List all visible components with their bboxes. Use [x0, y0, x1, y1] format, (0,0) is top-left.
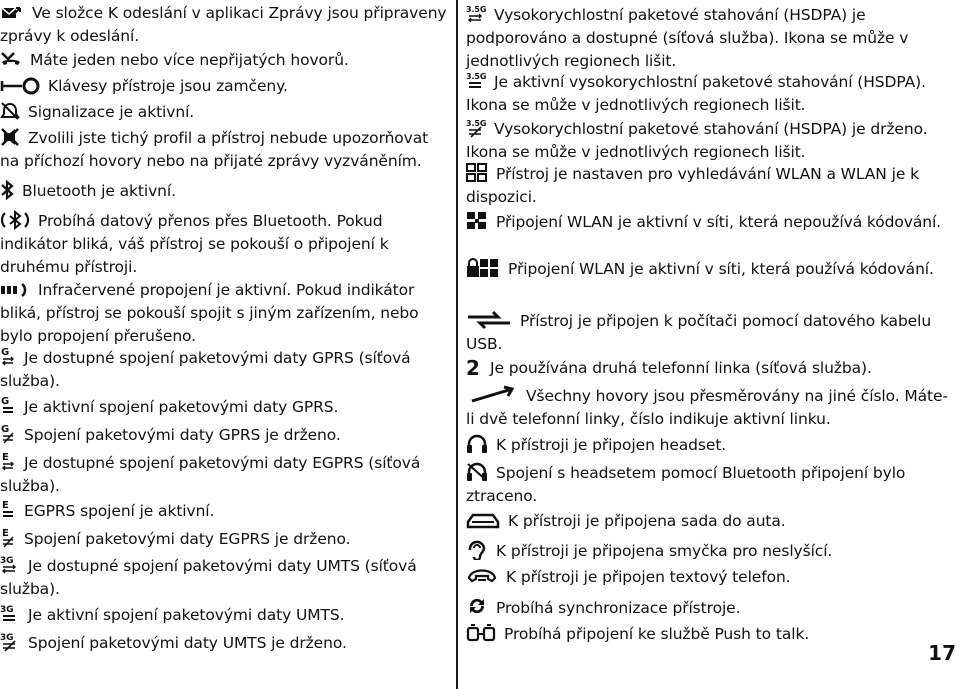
list-item: 3G Je aktivní spojení paketovými daty UMTS.: [0, 602, 452, 627]
list-item: Máte jeden nebo více nepřijatých hovorů.: [0, 49, 452, 72]
bluetooth-icon: [0, 180, 14, 200]
list-item: Připojení WLAN je aktivní v síti, která nepoužívá kódování.: [466, 211, 950, 234]
column-divider: [456, 0, 458, 689]
list-item: Bluetooth je aktivní.: [0, 180, 452, 203]
list-item: G Je aktivní spojení paketovými daty GPRS.: [1, 396, 339, 416]
umts-hold-icon: [0, 630, 20, 652]
car-kit-icon: [466, 510, 500, 530]
svg-text:G: G: [1, 396, 10, 407]
gprs-active-icon: [0, 394, 16, 416]
list-item: Připojení WLAN je aktivní v síti, která používá kódování.: [466, 258, 950, 281]
svg-text:3.5G: 3.5G: [466, 72, 486, 81]
list-item: Ve složce K odeslání v aplikaci Zprávy jsou připraveny zprávy k odeslání.: [0, 4, 447, 45]
list-item: Spojení s headsetem pomocí Bluetooth připojení bylo ztraceno.: [466, 464, 906, 505]
svg-text:3.5G: 3.5G: [466, 119, 486, 128]
list-item: K přístroji je připojena sada do auta.: [466, 510, 950, 533]
list-item: K přístroji je připojen textový telefon.: [466, 566, 950, 589]
list-item: 3G Spojení paketovými daty UMTS je drženo.: [0, 630, 452, 655]
svg-text:E: E: [2, 528, 9, 539]
list-item: 3G Je dostupné spojení paketovými daty UMTS (síťová služba).: [0, 553, 452, 601]
loopset-icon: [466, 538, 488, 560]
egprs-hold-icon: [0, 526, 16, 548]
line-two-icon: [466, 357, 482, 377]
list-item: 3.5G Je aktivní vysokorychlostní paketové stahování (HSDPA). Ikona se může v jednotlivých regionech lišit.: [466, 69, 950, 117]
list-item: E Je dostupné spojení paketovými daty EGPRS (síťová služba).: [0, 452, 421, 495]
list-item: 3.5G Vysokorychlostní paketové stahování (HSDPA) je drženo. Ikona se může v jednotlivých regionech lišit.: [466, 116, 950, 164]
egprs-available-icon: [0, 450, 16, 472]
svg-text:E: E: [2, 500, 9, 511]
bluetooth-transfer-icon: [0, 210, 30, 230]
umts-active-icon: [0, 602, 20, 624]
alarm-icon: [0, 101, 20, 121]
list-item: 3.5G Vysokorychlostní paketové stahování (HSDPA) je podporováno a dostupné (síťová služba). Ikona se může v jednotlivých regionech lišit.: [466, 2, 950, 73]
list-item: K přístroji je připojena smyčka pro neslyšící.: [466, 538, 950, 563]
list-item: Přístroj je připojen k počítači pomocí datového kabelu USB.: [466, 312, 932, 353]
umts-available-icon: [0, 553, 20, 575]
list-item: G Spojení paketovými daty GPRS je drženo.: [1, 424, 341, 444]
bt-headset-lost-icon: [466, 462, 488, 482]
usb-icon: [466, 310, 512, 330]
headset-icon: [466, 434, 488, 454]
hsdpa-hold-icon: [466, 116, 486, 138]
svg-text:3G: 3G: [0, 605, 14, 615]
list-item: Signalizace je aktivní.: [0, 101, 452, 124]
svg-text:E: E: [2, 452, 9, 463]
wlan-encrypted-icon: [466, 258, 500, 278]
list-item: Infračervené propojení je aktivní. Pokud indikátor bliká, přístroj se pokouší spojit s jiným zařízením, nebo bylo propojení přerušeno.: [0, 281, 419, 345]
key-icon: [0, 77, 40, 95]
list-item: G Je dostupné spojení paketovými daty GPRS (síťová služba).: [0, 347, 411, 390]
list-item: Klávesy přístroje jsou zamčeny.: [0, 75, 452, 98]
list-item: Přístroj je nastaven pro vyhledávání WLAN a WLAN je k dispozici.: [466, 165, 919, 206]
svg-text:G: G: [1, 347, 10, 358]
list-item: Probíhá datový přenos přes Bluetooth. Pokud indikátor bliká, váš přístroj se pokouší o připojení k druhému přístroji.: [0, 212, 389, 276]
sync-icon: [466, 595, 488, 617]
list-item: K přístroji je připojen headset.: [466, 434, 950, 457]
list-item: Probíhá synchronizace přístroje.: [466, 595, 950, 620]
list-item: E Spojení paketovými daty EGPRS je drženo.: [2, 528, 351, 548]
text-phone-icon: [466, 566, 498, 586]
page-number: 17: [928, 641, 956, 665]
list-item: 2 Je používána druhá telefonní linka (síťová služba).: [466, 357, 950, 380]
silent-profile-icon: [0, 127, 20, 147]
call-divert-icon: [466, 385, 518, 405]
egprs-active-icon: [0, 498, 16, 520]
svg-text:G: G: [1, 424, 10, 435]
missed-call-icon: [0, 49, 22, 69]
wlan-icon: [466, 211, 488, 231]
list-item: Všechny hovory jsou přesměrovány na jiné číslo. Máte-li dvě telefonní linky, číslo indikuje aktivní linku.: [466, 387, 948, 428]
list-item: E EGPRS spojení je aktivní.: [2, 500, 215, 520]
svg-text:3G: 3G: [0, 556, 14, 566]
list-item: Probíhá připojení ke službě Push to talk.: [466, 623, 950, 646]
envelope-arrow-icon: [0, 2, 24, 22]
gprs-hold-icon: [0, 422, 16, 444]
push-to-talk-icon: [466, 623, 496, 643]
hsdpa-active-icon: [466, 69, 486, 91]
wlan-scan-icon: [466, 163, 488, 183]
svg-text:3.5G: 3.5G: [466, 5, 486, 14]
svg-text:3G: 3G: [0, 633, 14, 643]
gprs-available-icon: [0, 345, 16, 367]
hsdpa-available-icon: [466, 2, 486, 24]
infrared-icon: [0, 281, 30, 299]
svg-text:2: 2: [466, 357, 480, 377]
list-item: Zvolili jste tichý profil a přístroj nebude upozorňovat na příchozí hovory nebo na přijaté zprávy vyzváněním.: [0, 129, 429, 170]
